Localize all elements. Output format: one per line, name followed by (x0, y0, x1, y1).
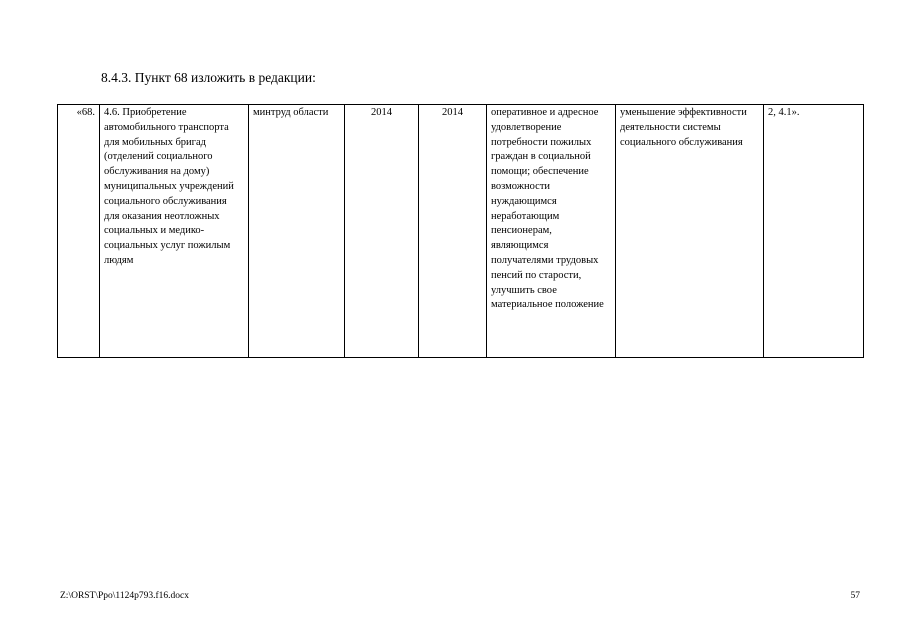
item-number-cell: «68. (58, 105, 100, 358)
start-year-cell: 2014 (345, 105, 419, 358)
effect-cell: уменьшение эффективности деятельности системы социального обслуживания (616, 105, 764, 358)
result-cell: оперативное и адресное удовлетворение потребности пожилых граждан в социальной помощи; обеспечение возможности нуждающимся неработающим пенсионерам, являющимся получателями трудовых пенсий по старости, улучшить свое материальное положение (487, 105, 616, 358)
amendment-heading: 8.4.3. Пункт 68 изложить в редакции: (101, 70, 316, 85)
reference-cell: 2, 4.1». (764, 105, 864, 358)
table-row (58, 105, 864, 358)
footer-file-path: Z:\ORST\Ppo\1124p793.f16.docx (60, 591, 189, 601)
end-year-cell: 2014 (419, 105, 487, 358)
activity-cell: 4.6. Приобретение автомобильного транспорта для мобильных бригад (отделений социального обслуживания на дому) муниципальных учреждений социального обслуживания для оказания неотложных социальных и медико-социальных услуг пожилым людям (100, 105, 249, 358)
amendment-table (57, 104, 864, 358)
executor-cell: минтруд области (249, 105, 345, 358)
page-number: 57 (850, 591, 860, 601)
